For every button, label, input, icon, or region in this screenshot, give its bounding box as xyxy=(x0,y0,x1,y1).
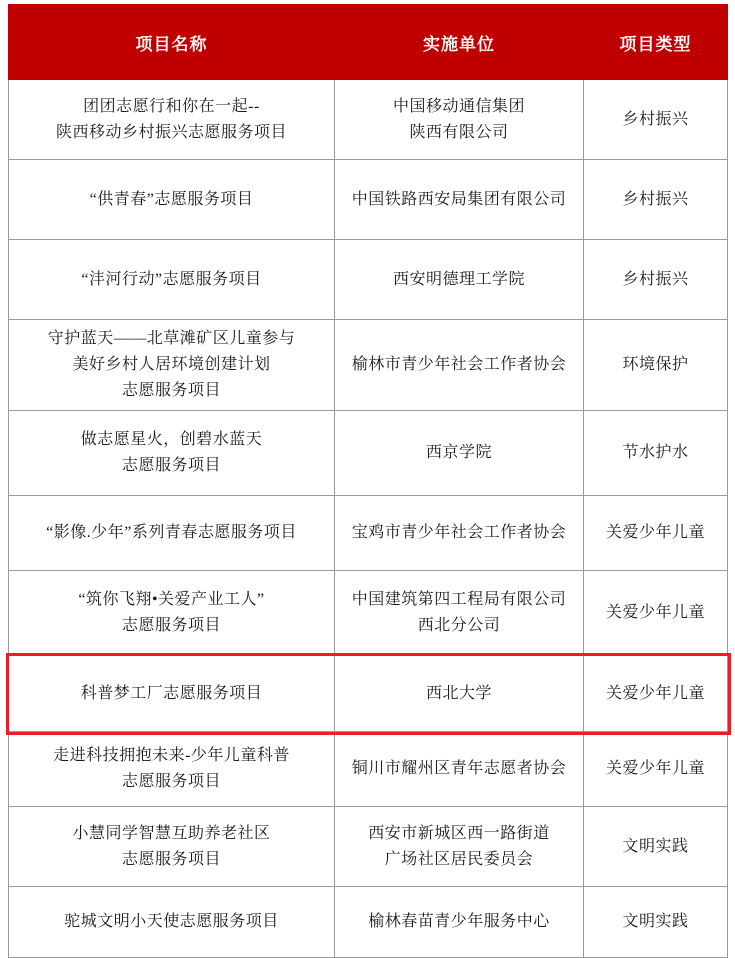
cell-project-type: 关爱少年儿童 xyxy=(584,496,728,571)
column-header-project-name: 项目名称 xyxy=(9,5,335,80)
table-row-highlighted xyxy=(9,656,728,732)
table-header-row xyxy=(9,5,728,80)
cell-project-name: 驼城文明小天使志愿服务项目 xyxy=(9,887,335,958)
table-row xyxy=(9,160,728,240)
cell-project-type: 关爱少年儿童 xyxy=(584,732,728,807)
cell-project-name: 小慧同学智慧互助养老社区 志愿服务项目 xyxy=(9,807,335,887)
column-header-project-type: 项目类型 xyxy=(584,5,728,80)
cell-project-name: 守护蓝天——北草滩矿区儿童参与 美好乡村人居环境创建计划 志愿服务项目 xyxy=(9,320,335,411)
cell-project-type: 乡村振兴 xyxy=(584,160,728,240)
table-row xyxy=(9,732,728,807)
cell-project-type: 乡村振兴 xyxy=(584,80,728,160)
cell-implementing-unit: 中国建筑第四工程局有限公司 西北分公司 xyxy=(335,571,584,656)
cell-project-name: 走进科技拥抱未来-少年儿童科普 志愿服务项目 xyxy=(9,732,335,807)
table-row xyxy=(9,320,728,411)
cell-project-type: 文明实践 xyxy=(584,807,728,887)
cell-project-name: “筑你飞翔•关爱产业工人” 志愿服务项目 xyxy=(9,571,335,656)
cell-implementing-unit: 西北大学 xyxy=(335,656,584,732)
cell-implementing-unit: 榆林春苗青少年服务中心 xyxy=(335,887,584,958)
cell-project-name: “沣河行动”志愿服务项目 xyxy=(9,240,335,320)
cell-project-name: 团团志愿行和你在一起-- 陕西移动乡村振兴志愿服务项目 xyxy=(9,80,335,160)
cell-implementing-unit: 西京学院 xyxy=(335,411,584,496)
column-header-implementing-unit: 实施单位 xyxy=(335,5,584,80)
table-row xyxy=(9,887,728,958)
cell-project-type: 节水护水 xyxy=(584,411,728,496)
cell-project-type: 关爱少年儿童 xyxy=(584,571,728,656)
table-row xyxy=(9,496,728,571)
cell-implementing-unit: 西安明德理工学院 xyxy=(335,240,584,320)
table-row xyxy=(9,571,728,656)
table-row xyxy=(9,80,728,160)
cell-implementing-unit: 中国铁路西安局集团有限公司 xyxy=(335,160,584,240)
cell-project-type: 环境保护 xyxy=(584,320,728,411)
cell-project-name: 做志愿星火，创碧水蓝天 志愿服务项目 xyxy=(9,411,335,496)
table-row xyxy=(9,240,728,320)
cell-implementing-unit: 铜川市耀州区青年志愿者协会 xyxy=(335,732,584,807)
cell-project-type: 乡村振兴 xyxy=(584,240,728,320)
cell-project-type: 文明实践 xyxy=(584,887,728,958)
cell-implementing-unit: 西安市新城区西一路街道 广场社区居民委员会 xyxy=(335,807,584,887)
cell-project-name: “供青春”志愿服务项目 xyxy=(9,160,335,240)
table-row xyxy=(9,411,728,496)
cell-implementing-unit: 榆林市青少年社会工作者协会 xyxy=(335,320,584,411)
cell-project-name: “影像.少年”系列青春志愿服务项目 xyxy=(9,496,335,571)
table-row xyxy=(9,807,728,887)
cell-project-name: 科普梦工厂志愿服务项目 xyxy=(9,656,335,732)
cell-implementing-unit: 宝鸡市青少年社会工作者协会 xyxy=(335,496,584,571)
projects-table xyxy=(8,4,728,958)
table-body xyxy=(9,80,728,958)
cell-project-type: 关爱少年儿童 xyxy=(584,656,728,732)
table-header xyxy=(9,5,728,80)
cell-implementing-unit: 中国移动通信集团 陕西有限公司 xyxy=(335,80,584,160)
